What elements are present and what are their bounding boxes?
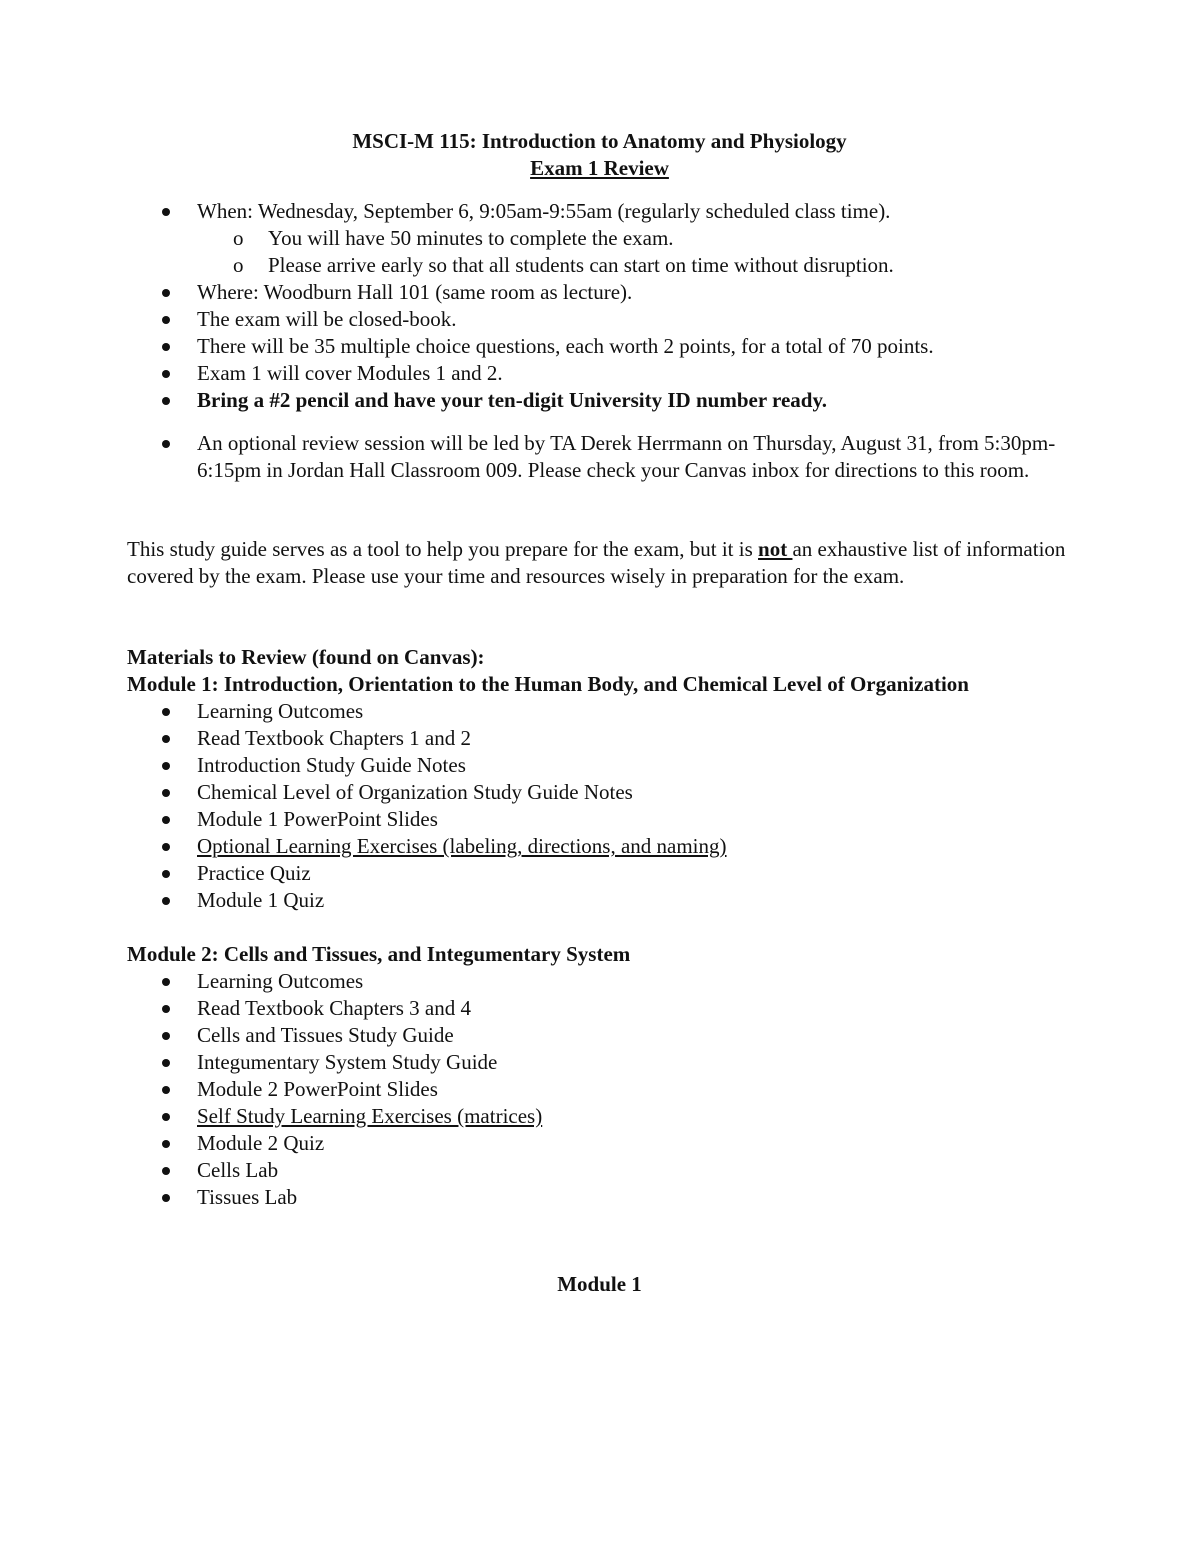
study-guide-emphasis: not (758, 537, 793, 561)
review-session-list (127, 430, 1072, 484)
module2-list (127, 968, 1072, 1211)
exam-closed-book: The exam will be closed-book. (127, 306, 1072, 333)
optional-exercises-link[interactable]: Optional Learning Exercises (labeling, directions, and naming) (197, 834, 727, 858)
document-title: MSCI-M 115: Introduction to Anatomy and Physiology (352, 129, 847, 153)
study-guide-part1: This study guide serves as a tool to help you prepare for the exam, but it is (127, 537, 759, 561)
module1-title: Module 1: Introduction, Orientation to the Human Body, and Chemical Level of Organization (127, 672, 969, 696)
list-item: Module 2 Quiz (127, 1130, 1072, 1157)
sub-list-item-text: Please arrive early so that all students can start on time without disruption. (268, 253, 894, 277)
list-item: Read Textbook Chapters 1 and 2 (127, 725, 1072, 752)
list-item: Integumentary System Study Guide (127, 1049, 1072, 1076)
study-guide-part2: an exhaustive list of information covered by the exam. Please use your time and resources wisely in preparation for the exam. (127, 537, 1066, 588)
list-item (127, 1103, 1072, 1130)
sub-list-item-text: You will have 50 minutes to complete the exam. (268, 226, 674, 250)
list-item: Read Textbook Chapters 3 and 4 (127, 995, 1072, 1022)
exam-when-sublist (127, 225, 1072, 279)
exam-questions: There will be 35 multiple choice questions, each worth 2 points, for a total of 70 points. (127, 333, 1072, 360)
sub-bullet-marker: o (233, 253, 244, 277)
sub-bullet-marker: o (233, 226, 244, 250)
exam-info-list (127, 198, 1072, 414)
exam-coverage: Exam 1 will cover Modules 1 and 2. (127, 360, 1072, 387)
sub-list-item (127, 225, 1072, 252)
list-item: Module 2 PowerPoint Slides (127, 1076, 1072, 1103)
list-item: Introduction Study Guide Notes (127, 752, 1072, 779)
module1-list (127, 698, 1072, 914)
sub-list-item (127, 252, 1072, 279)
module2-title: Module 2: Cells and Tissues, and Integumentary System (127, 942, 631, 966)
document-page (127, 128, 1072, 1298)
list-item: Learning Outcomes (127, 698, 1072, 725)
document-subtitle: Exam 1 Review (530, 156, 669, 180)
list-item: Module 1 PowerPoint Slides (127, 806, 1072, 833)
list-item: Cells and Tissues Study Guide (127, 1022, 1072, 1049)
list-item (127, 833, 1072, 860)
review-session: An optional review session will be led by TA Derek Herrmann on Thursday, August 31, from 5:30pm-6:15pm in Jordan Hall Classroom 009. Please check your Canvas inbox for directions to this room. (127, 430, 1072, 484)
list-item: Chemical Level of Organization Study Guide Notes (127, 779, 1072, 806)
list-item: Module 1 Quiz (127, 887, 1072, 914)
study-guide-note (127, 536, 1072, 590)
exam-where: Where: Woodburn Hall 101 (same room as lecture). (127, 279, 1072, 306)
exam-bring: Bring a #2 pencil and have your ten-digit University ID number ready. (127, 387, 1072, 414)
self-study-exercises-link[interactable]: Self Study Learning Exercises (matrices) (197, 1104, 543, 1128)
list-item: Learning Outcomes (127, 968, 1072, 995)
module1-section-heading: Module 1 (557, 1272, 642, 1296)
materials-heading: Materials to Review (found on Canvas): (127, 645, 485, 669)
list-item: Tissues Lab (127, 1184, 1072, 1211)
list-item: Cells Lab (127, 1157, 1072, 1184)
exam-when-text: When: Wednesday, September 6, 9:05am-9:55am (regularly scheduled class time). (197, 199, 891, 223)
exam-when (127, 198, 1072, 279)
list-item: Practice Quiz (127, 860, 1072, 887)
